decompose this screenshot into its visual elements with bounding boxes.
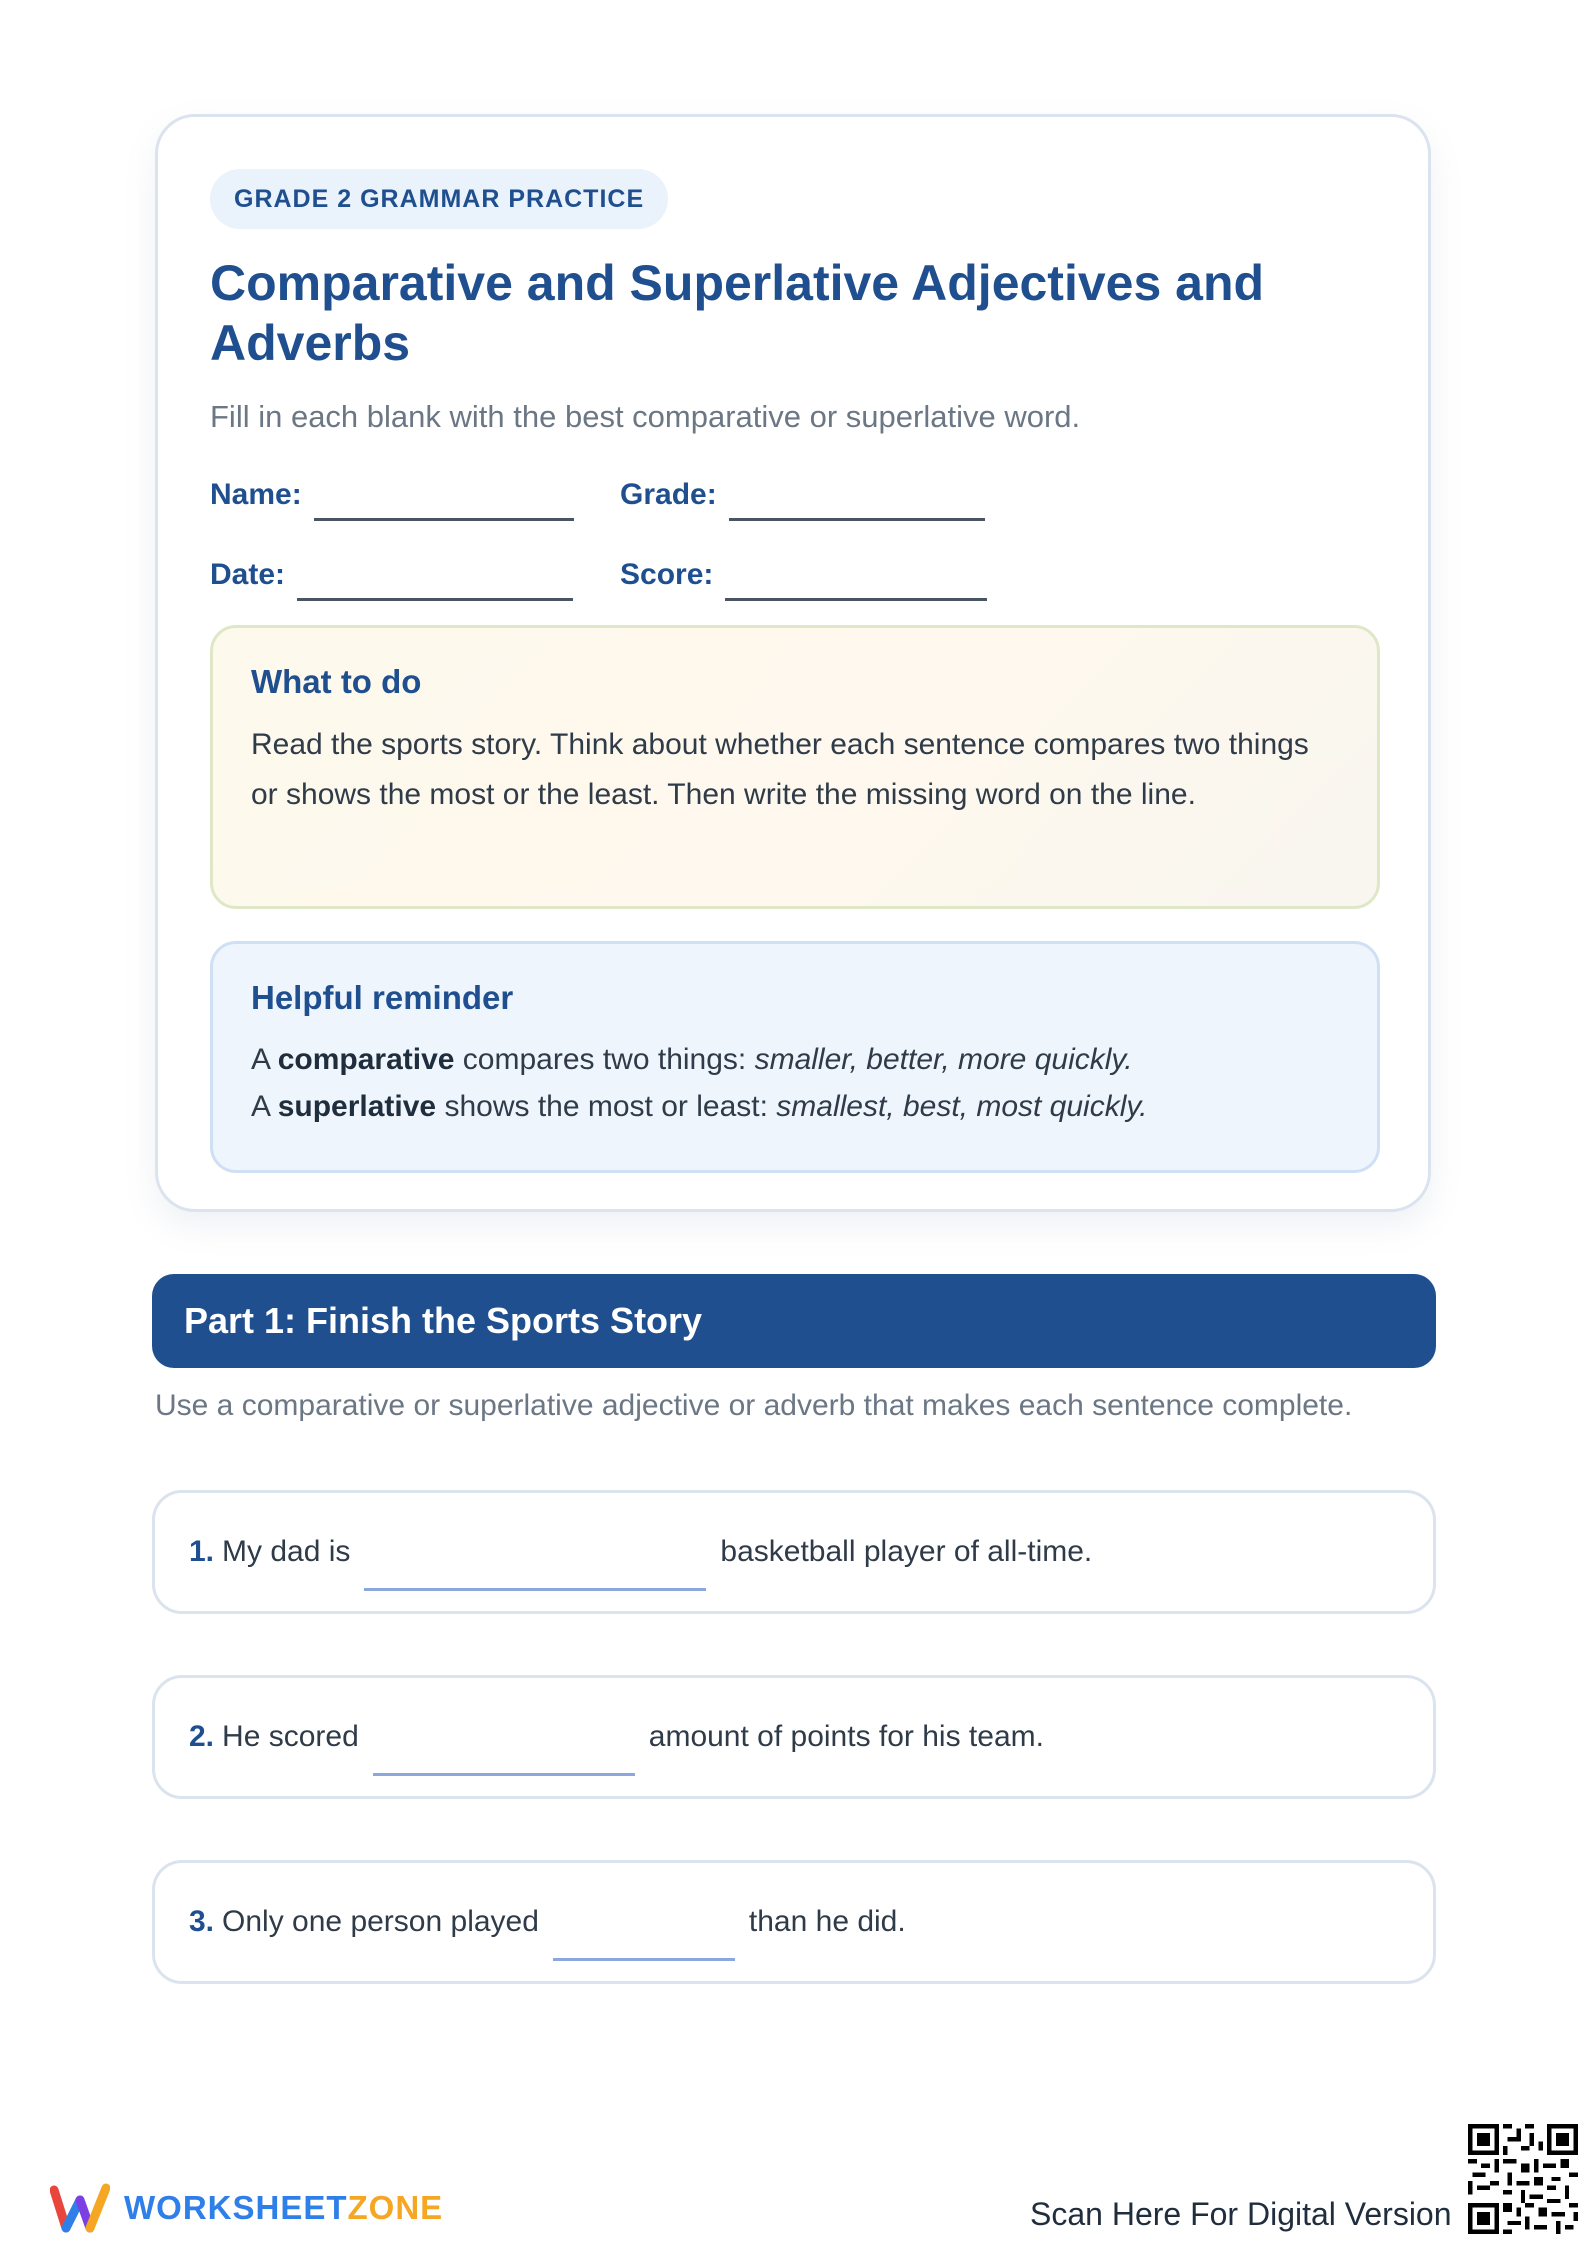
answer-blank[interactable] (553, 1928, 735, 1961)
question-card (152, 1675, 1436, 1799)
reminder-suffix: . (1124, 1043, 1133, 1076)
header-card (155, 114, 1431, 1212)
reminder-middle: shows the most or least: (436, 1090, 777, 1123)
reminder-box (210, 941, 1380, 1173)
reminder-superlative-line (251, 1083, 1339, 1130)
score-label: Score: (620, 558, 714, 591)
part-1-instruction: Use a comparative or superlative adjective or adverb that makes each sentence complete. (155, 1389, 1353, 1422)
logo-text-part2: ZONE (347, 2189, 444, 2226)
question-text-after: than he did. (748, 1905, 906, 1938)
grade-field[interactable] (620, 465, 985, 515)
grade-label: Grade: (620, 478, 717, 511)
reminder-comparative-line (251, 1036, 1339, 1083)
question-card (152, 1490, 1436, 1614)
score-line[interactable] (725, 598, 987, 601)
superlative-examples: smallest, best, most quickly (776, 1090, 1140, 1123)
what-to-do-box (210, 625, 1380, 909)
scan-instruction: Scan Here For Digital Version (1030, 2196, 1452, 2232)
worksheetzone-logo[interactable] (50, 2180, 443, 2236)
date-line[interactable] (297, 598, 573, 601)
what-to-do-text: Read the sports story. Think about whether each sentence compares two things or shows the most or the least. Then write the missing word on the line. (251, 728, 1309, 811)
question-row (189, 1493, 1092, 1611)
date-field[interactable] (210, 545, 573, 595)
what-to-do-title: What to do (251, 663, 422, 700)
worksheetzone-w-icon (50, 2180, 110, 2236)
grade-line[interactable] (729, 518, 985, 521)
name-line[interactable] (314, 518, 574, 521)
logo-text-part1: WORKSHEET (124, 2189, 348, 2226)
answer-blank[interactable] (364, 1558, 706, 1591)
comparative-examples: smaller, better, more quickly (754, 1043, 1125, 1076)
reminder-prefix: A (251, 1090, 278, 1123)
reminder-middle: compares two things: (454, 1043, 755, 1076)
question-text-after: amount of points for his team. (648, 1720, 1044, 1753)
question-number: 3. (189, 1905, 215, 1938)
answer-blank[interactable] (373, 1743, 635, 1776)
reminder-prefix: A (251, 1043, 278, 1076)
question-text-before: He scored (222, 1720, 359, 1753)
reminder-suffix: . (1139, 1090, 1148, 1123)
score-field[interactable] (620, 545, 987, 595)
question-text-before: My dad is (222, 1535, 351, 1568)
question-row (189, 1678, 1044, 1796)
question-number: 2. (189, 1720, 215, 1753)
question-row (189, 1863, 906, 1981)
reminder-title: Helpful reminder (251, 979, 514, 1016)
question-text-after: basketball player of all-time. (720, 1535, 1093, 1568)
page-subtitle: Fill in each blank with the best comparative or superlative word. (210, 399, 1081, 434)
name-label: Name: (210, 478, 302, 511)
comparative-term: comparative (277, 1043, 455, 1076)
name-field[interactable] (210, 465, 574, 515)
date-label: Date: (210, 558, 286, 591)
grade-badge: GRADE 2 GRAMMAR PRACTICE (210, 169, 668, 229)
question-number: 1. (189, 1535, 215, 1568)
superlative-term: superlative (277, 1090, 437, 1123)
question-card (152, 1860, 1436, 1984)
qr-code-icon[interactable] (1468, 2124, 1578, 2234)
logo-text (124, 2189, 443, 2227)
question-text-before: Only one person played (222, 1905, 539, 1938)
page-title: Comparative and Superlative Adjectives and Adverbs (210, 255, 1265, 371)
part-1-banner: Part 1: Finish the Sports Story (152, 1274, 1436, 1368)
